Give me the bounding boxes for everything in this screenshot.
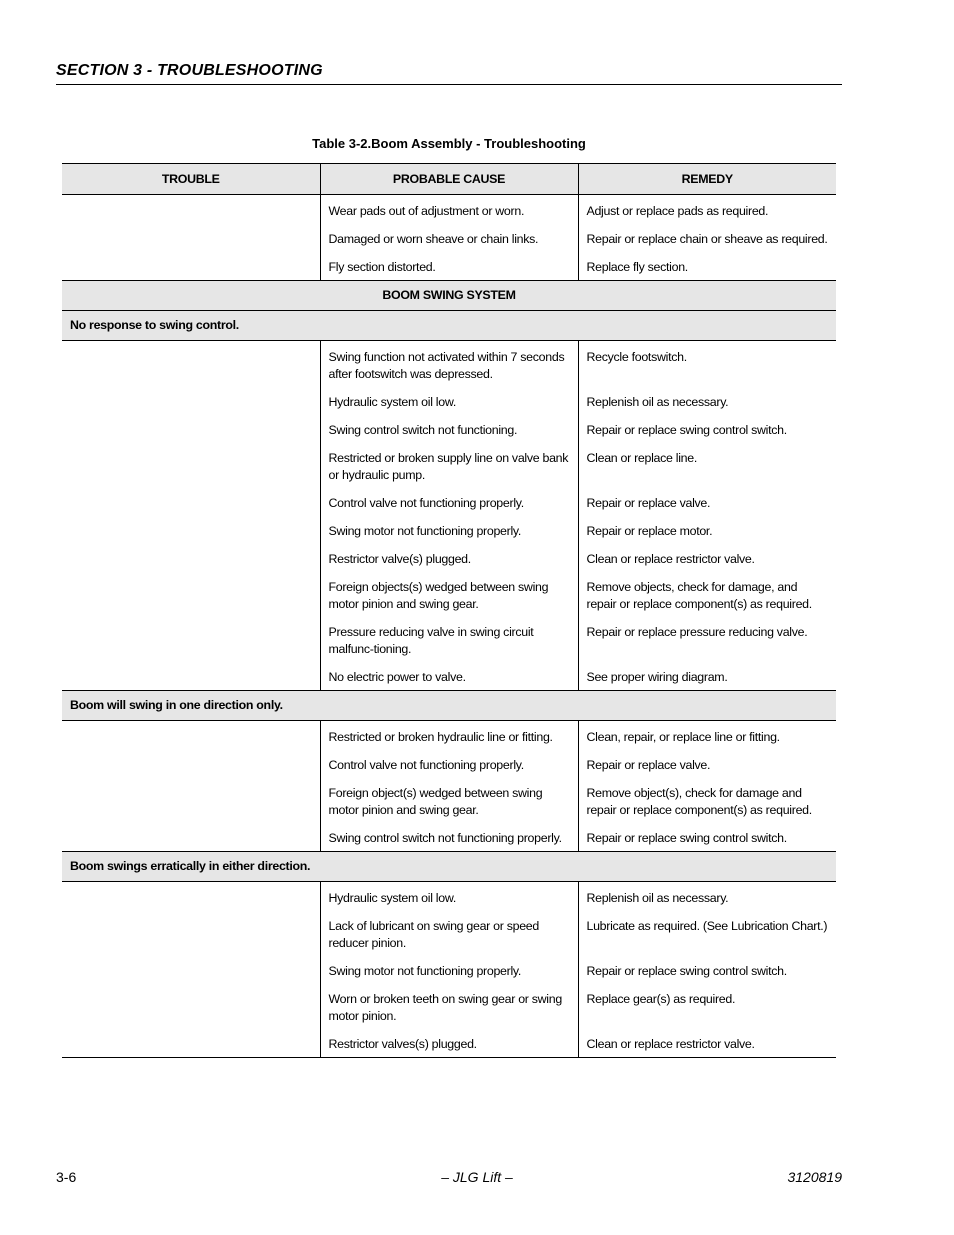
trouble-row	[62, 691, 836, 721]
table-row	[62, 443, 836, 488]
probable-cause-cell: Restricted or broken hydraulic line or fitting.	[320, 721, 578, 751]
trouble-heading: No response to swing control.	[62, 311, 836, 341]
probable-cause-cell: Wear pads out of adjustment or worn.	[320, 195, 578, 225]
system-heading: BOOM SWING SYSTEM	[62, 281, 836, 311]
table-row	[62, 252, 836, 281]
trouble-cell	[62, 252, 320, 281]
probable-cause-cell: Swing control switch not functioning.	[320, 415, 578, 443]
trouble-cell	[62, 617, 320, 662]
trouble-cell	[62, 341, 320, 388]
table-caption: Table 3-2.Boom Assembly - Troubleshooting	[312, 136, 586, 151]
probable-cause-cell: Swing motor not functioning properly.	[320, 516, 578, 544]
trouble-cell	[62, 443, 320, 488]
remedy-cell: Remove object(s), check for damage and repair or replace component(s) as required.	[578, 778, 836, 823]
remedy-cell: Repair or replace swing control switch.	[578, 956, 836, 984]
trouble-cell	[62, 911, 320, 956]
probable-cause-cell: Swing control switch not functioning properly.	[320, 823, 578, 852]
trouble-cell	[62, 572, 320, 617]
table-row	[62, 387, 836, 415]
table-row	[62, 341, 836, 388]
probable-cause-cell: Foreign objects(s) wedged between swing motor pinion and swing gear.	[320, 572, 578, 617]
probable-cause-cell: Control valve not functioning properly.	[320, 750, 578, 778]
section-title: SECTION 3 - TROUBLESHOOTING	[56, 62, 323, 79]
remedy-cell: Remove objects, check for damage, and repair or replace component(s) as required.	[578, 572, 836, 617]
trouble-cell	[62, 488, 320, 516]
remedy-cell: Replace fly section.	[578, 252, 836, 281]
table-body	[62, 195, 836, 1058]
trouble-cell	[62, 882, 320, 912]
remedy-cell: Clean or replace restrictor valve.	[578, 544, 836, 572]
page-number: 3-6	[56, 1169, 77, 1185]
probable-cause-cell: Hydraulic system oil low.	[320, 387, 578, 415]
trouble-row	[62, 852, 836, 882]
remedy-cell: Replenish oil as necessary.	[578, 882, 836, 912]
probable-cause-cell: Damaged or worn sheave or chain links.	[320, 224, 578, 252]
probable-cause-cell: Hydraulic system oil low.	[320, 882, 578, 912]
table-row	[62, 516, 836, 544]
remedy-cell: Repair or replace swing control switch.	[578, 415, 836, 443]
probable-cause-cell: No electric power to valve.	[320, 662, 578, 691]
trouble-cell	[62, 544, 320, 572]
remedy-cell: Adjust or replace pads as required.	[578, 195, 836, 225]
table-row	[62, 750, 836, 778]
trouble-cell	[62, 823, 320, 852]
table-row	[62, 617, 836, 662]
column-header-remedy: REMEDY	[578, 164, 836, 195]
trouble-heading: Boom swings erratically in either direction.	[62, 852, 836, 882]
probable-cause-cell: Swing function not activated within 7 seconds after footswitch was depressed.	[320, 341, 578, 388]
remedy-cell: Repair or replace swing control switch.	[578, 823, 836, 852]
remedy-cell: Repair or replace motor.	[578, 516, 836, 544]
trouble-cell	[62, 984, 320, 1029]
trouble-cell	[62, 750, 320, 778]
trouble-cell	[62, 516, 320, 544]
trouble-cell	[62, 1029, 320, 1058]
probable-cause-cell: Lack of lubricant on swing gear or speed reducer pinion.	[320, 911, 578, 956]
probable-cause-cell: Fly section distorted.	[320, 252, 578, 281]
table-row	[62, 1029, 836, 1058]
remedy-cell: Replace gear(s) as required.	[578, 984, 836, 1029]
probable-cause-cell: Pressure reducing valve in swing circuit malfunc-tioning.	[320, 617, 578, 662]
probable-cause-cell: Control valve not functioning properly.	[320, 488, 578, 516]
remedy-cell: See proper wiring diagram.	[578, 662, 836, 691]
table-row	[62, 721, 836, 751]
probable-cause-cell: Restrictor valves(s) plugged.	[320, 1029, 578, 1058]
remedy-cell: Repair or replace valve.	[578, 750, 836, 778]
column-header-probable-cause: PROBABLE CAUSE	[320, 164, 578, 195]
table-row	[62, 195, 836, 225]
column-header-trouble: TROUBLE	[62, 164, 320, 195]
remedy-cell: Lubricate as required. (See Lubrication Chart.)	[578, 911, 836, 956]
trouble-cell	[62, 662, 320, 691]
table-row	[62, 984, 836, 1029]
remedy-cell: Clean or replace line.	[578, 443, 836, 488]
table-row	[62, 415, 836, 443]
trouble-heading: Boom will swing in one direction only.	[62, 691, 836, 721]
system-row	[62, 281, 836, 311]
remedy-cell: Repair or replace chain or sheave as required.	[578, 224, 836, 252]
table-row	[62, 778, 836, 823]
probable-cause-cell: Restricted or broken supply line on valve bank or hydraulic pump.	[320, 443, 578, 488]
remedy-cell: Recycle footswitch.	[578, 341, 836, 388]
trouble-cell	[62, 778, 320, 823]
remedy-cell: Clean, repair, or replace line or fitting.	[578, 721, 836, 751]
table-row	[62, 488, 836, 516]
probable-cause-cell: Restrictor valve(s) plugged.	[320, 544, 578, 572]
probable-cause-cell: Worn or broken teeth on swing gear or swing motor pinion.	[320, 984, 578, 1029]
trouble-cell	[62, 721, 320, 751]
table-row	[62, 823, 836, 852]
probable-cause-cell: Foreign object(s) wedged between swing motor pinion and swing gear.	[320, 778, 578, 823]
footer-brand: – JLG Lift –	[441, 1169, 513, 1185]
table-header-row	[62, 164, 836, 195]
troubleshooting-table	[62, 163, 836, 1058]
table-row	[62, 911, 836, 956]
table-row	[62, 224, 836, 252]
table-row	[62, 662, 836, 691]
trouble-cell	[62, 195, 320, 225]
remedy-cell: Clean or replace restrictor valve.	[578, 1029, 836, 1058]
table-row	[62, 882, 836, 912]
trouble-row	[62, 311, 836, 341]
trouble-cell	[62, 224, 320, 252]
remedy-cell: Repair or replace pressure reducing valve.	[578, 617, 836, 662]
probable-cause-cell: Swing motor not functioning properly.	[320, 956, 578, 984]
table-row	[62, 544, 836, 572]
remedy-cell: Replenish oil as necessary.	[578, 387, 836, 415]
document-number: 3120819	[787, 1169, 842, 1185]
trouble-cell	[62, 415, 320, 443]
table-row	[62, 956, 836, 984]
table-row	[62, 572, 836, 617]
remedy-cell: Repair or replace valve.	[578, 488, 836, 516]
section-header	[56, 62, 842, 85]
trouble-cell	[62, 956, 320, 984]
trouble-cell	[62, 387, 320, 415]
